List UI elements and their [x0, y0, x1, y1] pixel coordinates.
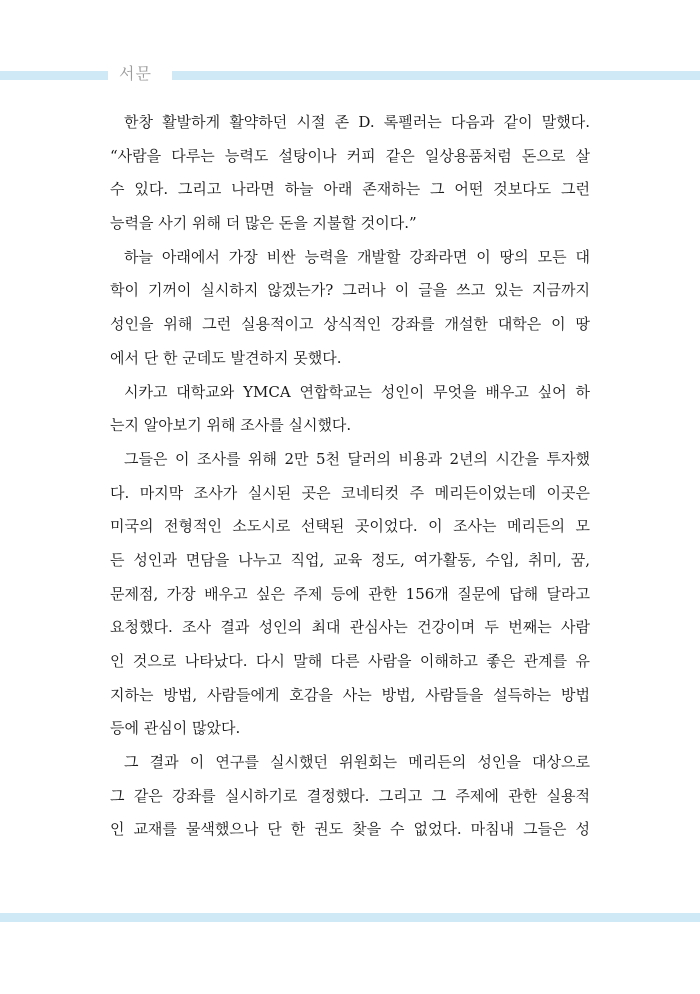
section-title: 서문: [119, 64, 152, 83]
text-line: 인 교재를 물색했으나 단 한 권도 찾을 수 없었다. 마침내 그들은 성: [110, 820, 590, 839]
text-line: 에서 단 한 군데도 발견하지 못했다.: [110, 348, 342, 367]
footer-rule: [0, 913, 700, 922]
text-line: 인 것으로 나타났다. 다시 말해 다른 사람을 이해하고 좋은 관계를 유: [110, 652, 590, 670]
text-line: 요청했다. 조사 결과 성인의 최대 관심사는 건강이며 두 번째는 사람: [110, 618, 590, 637]
text-line: 미국의 전형적인 소도시로 선택된 곳이었다. 이 조사는 메리든의 모: [110, 517, 590, 536]
text-line: 그 결과 이 연구를 실시했던 위원회는 메리든의 성인을 대상으로: [124, 753, 590, 772]
text-line: 다. 마지막 조사가 실시된 곳은 코네티컷 주 메리든이었는데 이곳은: [110, 483, 590, 502]
text-line: 시카고 대학교와 YMCA 연합학교는 성인이 무엇을 배우고 싶어 하: [124, 382, 590, 401]
text-line: 그 같은 강좌를 실시하기로 결정했다. 그리고 그 주제에 관한 실용적: [110, 786, 590, 805]
text-line: 지하는 방법, 사람들에게 호감을 사는 방법, 사람들을 설득하는 방법: [110, 685, 590, 704]
text-line: 문제점, 가장 배우고 싶은 주제 등에 관한 156개 질문에 답해 달라고: [110, 584, 590, 603]
text-line: 그들은 이 조사를 위해 2만 5천 달러의 비용과 2년의 시간을 투자했: [124, 449, 590, 468]
text-line: 든 성인과 면담을 나누고 직업, 교육 정도, 여가활동, 수입, 취미, 꿈,: [110, 550, 590, 569]
text-line: 는지 알아보기 위해 조사를 실시했다.: [110, 416, 352, 435]
text-line: 하늘 아래에서 가장 비싼 능력을 개발할 강좌라면 이 땅의 모든 대: [124, 247, 590, 266]
text-line: 한창 활발하게 활약하던 시절 존 D. 록펠러는 다음과 같이 말했다.: [124, 113, 590, 131]
text-line: “사람을 다루는 능력도 설탕이나 커피 같은 일상용품처럼 돈으로 살: [110, 146, 590, 165]
header-rule-left: [0, 71, 108, 80]
text-line: 능력을 사기 위해 더 많은 돈을 지불할 것이다.”: [110, 214, 417, 233]
text-line: 등에 관심이 많았다.: [110, 719, 241, 738]
text-line: 수 있다. 그리고 나라면 하늘 아래 존재하는 그 어떤 것보다도 그런: [110, 180, 590, 199]
text-line: 학이 기꺼이 실시하지 않겠는가? 그러나 이 글을 쓰고 있는 지금까지: [110, 281, 590, 300]
header-rule-right: [172, 71, 700, 80]
body-text: [110, 106, 590, 847]
text-line: 성인을 위해 그런 실용적이고 상식적인 강좌를 개설한 대학은 이 땅: [110, 315, 590, 334]
